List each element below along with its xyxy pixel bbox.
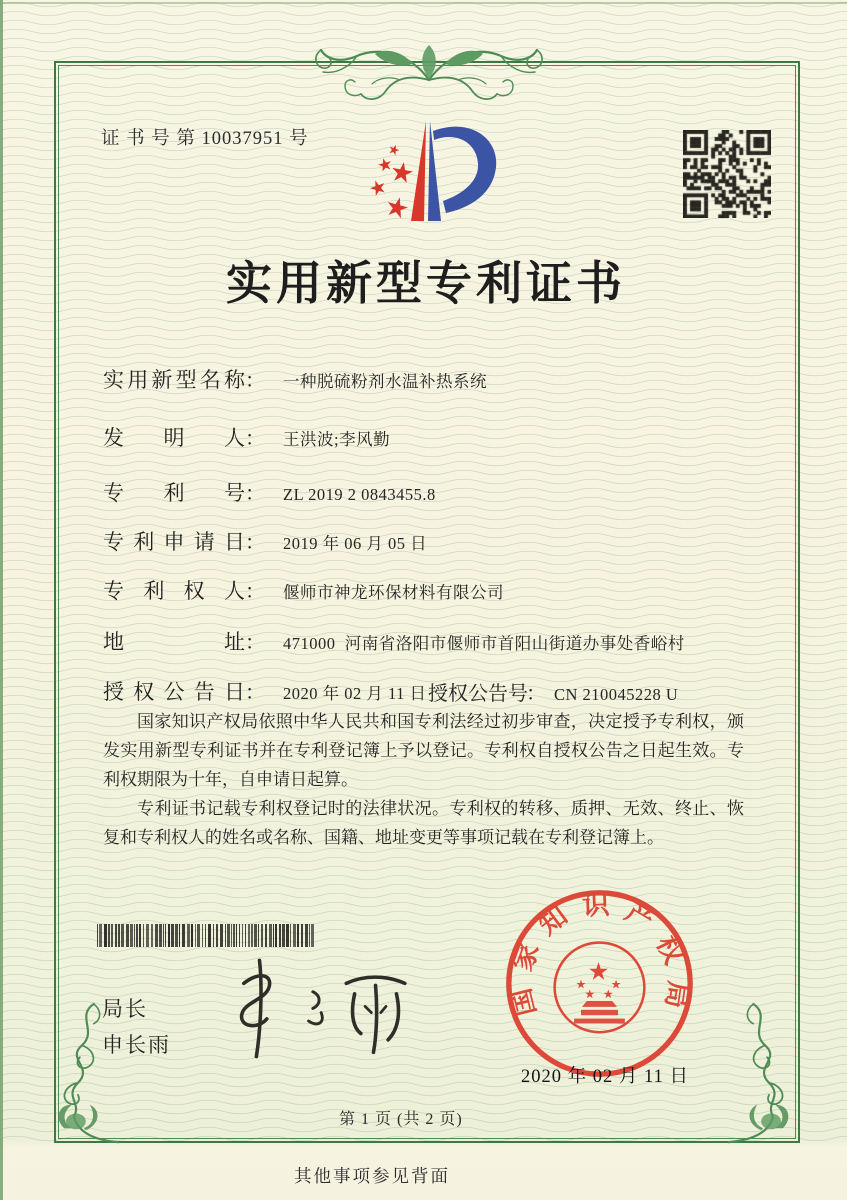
barcode-bar (165, 924, 166, 947)
page-number: 第 1 页 (共 2 页) (339, 1111, 463, 1128)
barcode-bar (233, 924, 235, 947)
barcode-bar (273, 924, 274, 947)
legal-paragraph-2: 专利证书记载专利权登记时的法律状况。专利权的转移、质押、无效、终止、恢复和专利权人的姓名或名称、国籍、地址变更等事项记载在专利登记簿上。 (103, 799, 744, 847)
field-row-inventor: 发明人： 王洪波;李风勤 (103, 422, 390, 452)
scan-top-edge-line (0, 2, 847, 4)
field-label: 专利号 (103, 481, 245, 505)
field-label: 实用新型名称 (103, 368, 245, 392)
barcode-bar (130, 924, 133, 947)
barcode-bar (111, 924, 113, 947)
cnipa-logo-icon (349, 109, 515, 239)
barcode-bar (195, 924, 196, 947)
barcode-bar (245, 924, 246, 947)
field-label: 地址 (103, 630, 245, 654)
barcode-bar (286, 924, 289, 947)
certificate-title: 实用新型专利证书 (226, 258, 626, 309)
bottom-right-vine-ornament-icon (728, 1002, 823, 1150)
national-emblem-icon (555, 943, 645, 1033)
barcode-bar (126, 924, 129, 947)
field-value: 2019 年 06 月 05 日 (283, 534, 428, 553)
seal-date: 2020 年 02 月 11 日 (521, 1067, 689, 1087)
barcode-bar (216, 924, 218, 947)
barcode-bar (282, 924, 285, 947)
barcode-bar (97, 924, 98, 947)
barcode-bar (115, 924, 117, 947)
barcode-bar (175, 924, 178, 947)
signature-handwriting-icon (212, 952, 422, 1067)
barcode-bar (136, 924, 138, 947)
field-row-patent-number: 专利号： ZL 2019 2 0843455.8 (103, 477, 436, 507)
barcode-bar (143, 924, 144, 947)
barcode-bar (293, 924, 296, 947)
barcode-bar (220, 924, 223, 947)
field-row-patentee: 专利权人： 偃师市神龙环保材料有限公司 (103, 575, 504, 605)
barcode-bar (146, 924, 149, 947)
barcode-bar (290, 924, 291, 947)
back-side-note: 其他事项参见背面 (294, 1166, 450, 1186)
barcode-bar (139, 924, 141, 947)
barcode-bar (301, 924, 303, 947)
barcode-bar (202, 924, 203, 947)
barcode-bar (231, 924, 232, 947)
qr-code (683, 130, 771, 218)
barcode-bar (191, 924, 193, 947)
barcode-bar (118, 924, 120, 947)
barcode-bar (269, 924, 272, 947)
barcode-bar (168, 924, 170, 947)
barcode-bar (99, 924, 102, 947)
field-row-grant-date: 授权公告日： 2020 年 02 月 11 日 授权公告号： CN 210045228 U (103, 676, 427, 706)
barcode-bar (151, 924, 153, 947)
barcode-bar (261, 924, 263, 947)
barcode-bar (225, 924, 226, 947)
top-flourish-ornament-icon (268, 34, 590, 110)
barcode-bar (227, 924, 230, 947)
field-row-utility-name: 实用新型名称： 一种脱硫粉剂水温补热系统 (103, 364, 487, 394)
barcode-bar (208, 924, 211, 947)
official-seal-icon (502, 886, 697, 1081)
barcode-bar (242, 924, 243, 947)
field-label: 授权公告日 (103, 680, 245, 704)
barcode-bar (205, 924, 206, 947)
barcode (97, 924, 320, 947)
scan-left-edge-line (0, 0, 3, 1200)
field-label: 专利申请日 (103, 530, 245, 554)
barcode-bar (279, 924, 281, 947)
field-pair-grant-number: 授权公告号： CN 210045228 U (428, 677, 678, 706)
field-row-address: 地址： 471000 河南省洛阳市偃师市首阳山街道办事处香峪村 (103, 626, 685, 656)
logo-blue-bowl (433, 127, 496, 213)
certificate-number: 证 书 号 第 10037951 号 (101, 129, 309, 149)
svg-text:国家知识产权局 (506, 890, 694, 1019)
barcode-bar (104, 924, 107, 947)
barcode-bar (251, 924, 253, 947)
field-label: 授权公告号 (428, 683, 528, 705)
barcode-bar (254, 924, 257, 947)
barcode-bar (163, 924, 164, 947)
field-value: 471000 河南省洛阳市偃师市首阳山街道办事处香峪村 (283, 634, 685, 653)
signer-name: 申长雨 (102, 1034, 171, 1057)
field-value: ZL 2019 2 0843455.8 (283, 485, 436, 504)
field-value: 一种脱硫粉剂水温补热系统 (283, 372, 487, 391)
barcode-bar (182, 924, 185, 947)
field-value: 偃师市神龙环保材料有限公司 (283, 583, 504, 602)
legal-text-block (103, 707, 744, 852)
barcode-bar (213, 924, 214, 947)
barcode-bar (297, 924, 299, 947)
field-value: 2020 年 02 月 11 日 (283, 684, 427, 703)
field-row-filing-date: 专利申请日： 2019 年 06 月 05 日 (103, 526, 427, 556)
field-value: CN 210045228 U (554, 685, 679, 704)
bottom-left-vine-ornament-icon (24, 1002, 119, 1150)
legal-paragraph-1: 国家知识产权局依照中华人民共和国专利法经过初步审查，决定授予专利权，颁发实用新型专利证书并在专利登记簿上予以登记。专利权自授权公告之日起生效。专利权期限为十年，自申请日起算。 (103, 712, 744, 789)
barcode-bar (134, 924, 135, 947)
seal-text: 国家知识产权局 (505, 889, 694, 1019)
barcode-bar (275, 924, 277, 947)
logo-red-wedge (411, 121, 426, 221)
barcode-bar (171, 924, 174, 947)
field-value: 王洪波;李风勤 (283, 430, 391, 449)
barcode-bar (159, 924, 162, 947)
barcode-bar (121, 924, 124, 947)
barcode-bar (108, 924, 110, 947)
barcode-bar (187, 924, 190, 947)
signer-title: 局长 (102, 998, 148, 1021)
barcode-bar (305, 924, 308, 947)
field-label: 发明人 (103, 426, 245, 450)
barcode-bar (258, 924, 259, 947)
barcode-bar (239, 924, 240, 947)
barcode-bar (179, 924, 180, 947)
barcode-bar (155, 924, 158, 947)
barcode-bar (265, 924, 267, 947)
barcode-bar (309, 924, 310, 947)
barcode-bar (236, 924, 237, 947)
barcode-bar (248, 924, 250, 947)
field-label: 专利权人 (103, 579, 245, 603)
barcode-bar (311, 924, 314, 947)
barcode-bar (197, 924, 200, 947)
